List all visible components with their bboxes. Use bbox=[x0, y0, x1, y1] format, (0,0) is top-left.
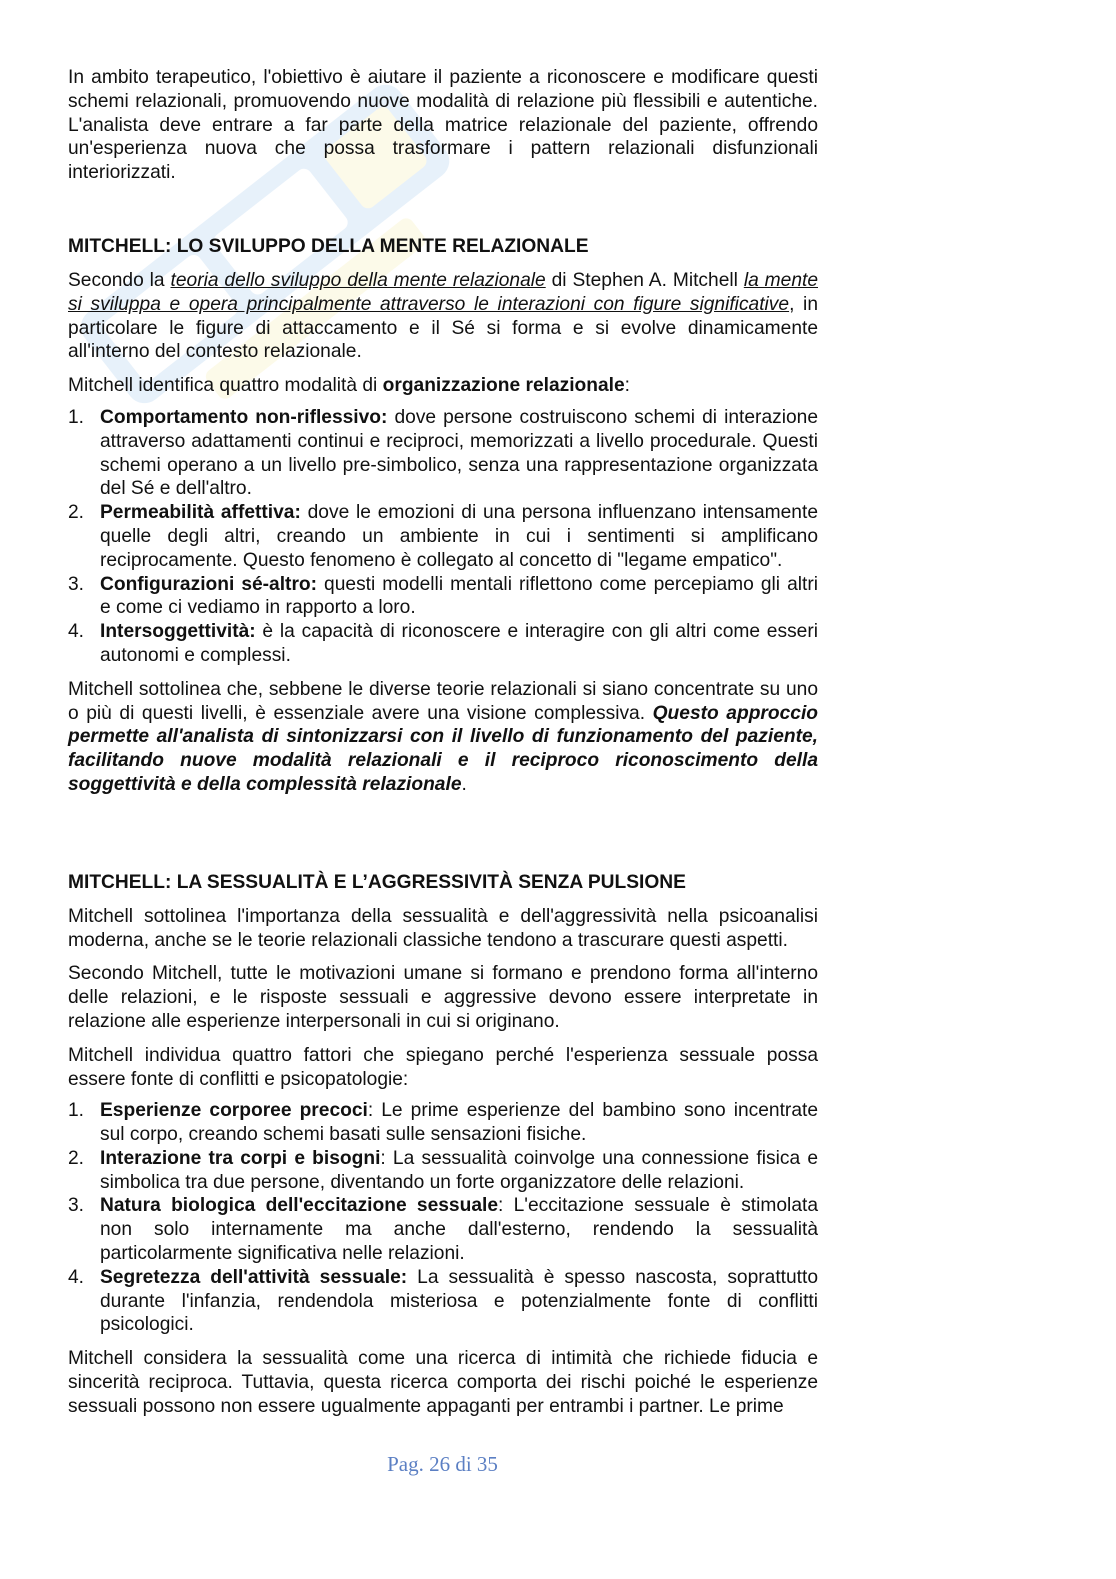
section2-paragraph-1: Mitchell sottolinea l'importanza della sessualità e dell'aggressività nella psicoanalisi moderna, anche se le teorie relazionali classiche tendono a trascurare questi aspetti. bbox=[68, 905, 818, 951]
page-number-footer: Pag. 26 di 35 bbox=[387, 1452, 498, 1476]
list-item: 1. Comportamento non-riflessivo: dove persone costruiscono schemi di interazione attraverso adattamenti continui e reciproci, memorizzati a livello procedurale. Questi schemi operano a un livello pre-simbolico, senza una rappresentazione organizzata del Sé e dell'altro. bbox=[68, 406, 818, 500]
list-item: 4. Intersoggettività: è la capacità di riconoscere e interagire con gli altri come esseri autonomi e complessi. bbox=[68, 621, 818, 666]
section1-paragraph-1: Secondo la teoria dello sviluppo della mente relazionale di Stephen A. Mitchell la mente si sviluppa e opera principalmente attraverso le interazioni con figure significative, in particolare le figure di attaccamento e il Sé si forma e si evolve dinamicamente all'interno del contesto relazionale. bbox=[68, 269, 818, 363]
section2-numbered-list bbox=[68, 1099, 818, 1337]
list-item: 2. Interazione tra corpi e bisogni: La sessualità coinvolge una connessione fisica e simbolica tra due persone, diventando un forte organizzatore delle relazioni. bbox=[68, 1147, 818, 1193]
page-content bbox=[68, 66, 818, 1419]
section1-paragraph-2: Mitchell identifica quattro modalità di organizzazione relazionale: bbox=[68, 375, 631, 397]
list-item: 4. Segretezza dell'attività sessuale: La sessualità è spesso nascosta, soprattutto durante l'infanzia, rendendola misteriosa e potenzialmente fonte di conflitti psicologici. bbox=[68, 1266, 818, 1336]
section1-paragraph-3: Mitchell sottolinea che, sebbene le diverse teorie relazionali si siano concentrate su uno o più di questi livelli, è essenziale avere una visione complessiva. Questo approccio permette all'analista di sintonizzarsi con il livello di funzionamento del paziente, facilitando nuove modalità relazionali e il reciproco riconoscimento della soggettività e della complessità relazionale. bbox=[68, 678, 818, 795]
section-heading-mente-relazionale: MITCHELL: LO SVILUPPO DELLA MENTE RELAZIONALE bbox=[68, 235, 589, 257]
section-heading-sessualita: MITCHELL: LA SESSUALITÀ E L’AGGRESSIVITÀ SENZA PULSIONE bbox=[68, 871, 686, 893]
section1-numbered-list bbox=[68, 406, 818, 668]
list-item: 1. Esperienze corporee precoci: Le prime esperienze del bambino sono incentrate sul corpo, creando schemi basati sulle sensazioni fisiche. bbox=[68, 1100, 818, 1146]
list-item: 2. Permeabilità affettiva: dove le emozioni di una persona influenzano intensamente quelle degli altri, creando un ambiente in cui i sentimenti si amplificano reciprocamente. Questo fenomeno è collegato al concetto di "legame empatico". bbox=[68, 502, 818, 571]
intro-paragraph: In ambito terapeutico, l'obiettivo è aiutare il paziente a riconoscere e modificare questi schemi relazionali, promuovendo nuove modalità di relazione più flessibili e autentiche. L'analista deve entrare a far parte della matrice relazionale del paziente, offrendo un'esperienza nuova che possa trasformare i pattern relazionali disfunzionali interiorizzati. bbox=[68, 67, 818, 184]
list-item: 3. Natura biologica dell'eccitazione sessuale: L'eccitazione sessuale è stimolata non solo internamente ma anche dall'esterno, rendendo la sessualità particolarmente significativa nelle relazioni. bbox=[68, 1195, 818, 1265]
underlined-definition: la mente si sviluppa e opera principalmente attraverso le interazioni con figure significative bbox=[68, 269, 818, 315]
list-item: 3. Configurazioni sé-altro: questi modelli mentali riflettono come percepiamo gli altri e come ci vediamo in rapporto a loro. bbox=[68, 573, 818, 619]
section2-paragraph-4: Mitchell considera la sessualità come una ricerca di intimità che richiede fiducia e sincerità reciproca. Tuttavia, questa ricerca comporta dei rischi poiché le esperienze sessuali possono non essere ugualmente appaganti per entrambi i partner. Le prime bbox=[68, 1348, 818, 1417]
section2-paragraph-3: Mitchell individua quattro fattori che spiegano perché l'esperienza sessuale possa essere fonte di conflitti e psicopatologie: bbox=[68, 1044, 818, 1090]
underlined-term: teoria dello sviluppo della mente relazionale bbox=[170, 269, 546, 291]
section2-paragraph-2: Secondo Mitchell, tutte le motivazioni umane si formano e prendono forma all'interno delle relazioni, e le risposte sessuali e aggressive devono essere interpretate in relazione alle esperienze interpersonali in cui si originano. bbox=[68, 963, 818, 1032]
